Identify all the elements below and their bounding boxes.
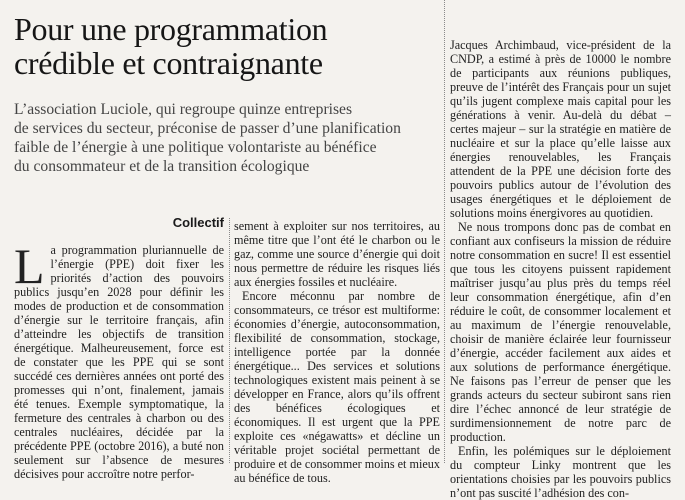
column-divider bbox=[229, 218, 230, 463]
column-divider bbox=[444, 0, 445, 463]
body-paragraph: sement à exploiter sur nos territoires, au même titre que l’ont été le charbon ou le gaz, comme une source d’énergie qui doit nous permettre de réduire les risques liés aux énergies fossiles et nucléaire. bbox=[234, 219, 440, 289]
headline-line-1: Pour une programmation bbox=[14, 11, 328, 47]
body-column-1 bbox=[14, 238, 224, 481]
standfirst-line-3: faible de l’énergie à une politique volontariste au bénéfice bbox=[14, 139, 377, 156]
dropcap: L bbox=[14, 238, 45, 294]
standfirst-line-1: L’association Luciole, qui regroupe quinze entreprises bbox=[14, 101, 353, 118]
headline-line-2: crédible et contraignante bbox=[14, 45, 323, 81]
body-paragraph: Enfin, les polémiques sur le déploiement du compteur Linky montrent que les orientations choisies par les pouvoirs publics n’ont pas suscité l’adhésion des con- bbox=[450, 444, 671, 500]
byline: Collectif bbox=[172, 215, 224, 230]
paragraph-text: a programmation pluriannuelle de l’énergie (PPE) doit fixer les priorités d’action des pouvoirs publics jusqu’en 2028 pour définir les modes de production et de consommation d’énergie sur le territoire français, afin d’atteindre les objectifs de transition énergétique. Malheureusement, force est de constater que les PPE qui se sont succédé ces dernières années ont porté des promesses qui n’ont, finalement, jamais été tenues. Exemple symptomatique, la fermeture des centrales à charbon ou des centrales nucléaires, décidée par la précédente PPE (octobre 2016), a buté non seulement sur l’absence de mesures décisives pour accroître notre perfor- bbox=[14, 243, 224, 481]
body-column-2 bbox=[234, 219, 440, 485]
standfirst-line-4: du consommateur et de la transition écologique bbox=[14, 158, 310, 175]
body-column-3 bbox=[450, 38, 671, 500]
standfirst bbox=[14, 100, 432, 176]
standfirst-line-2: de services du secteur, préconise de passer d’une planification bbox=[14, 120, 401, 137]
body-paragraph bbox=[14, 238, 224, 481]
body-paragraph: Encore méconnu par nombre de consommateurs, ce trésor est multiforme: économies d’énergie, autoconsommation, flexibilité de consommation, stockage, intelligence portée par la donnée énergétique... Des services et solutions technologiques existent mais peinent à se développer en France, alors qu’ils offrent des bénéfices écologiques et économiques. Il est urgent que la PPE exploite ces «négawatts» et décline un véritable projet sociétal permettant de produire et de consommer moins et mieux au bénéfice de tous. bbox=[234, 289, 440, 485]
body-paragraph: Jacques Archimbaud, vice-président de la CNDP, a estimé à près de 10000 le nombre de participants aux réunions publiques, preuve de l’intérêt des Français pour un sujet qu’ils jugent complexe mais capital pour les générations à venir. Au-delà du débat – certes majeur – sur la stratégie en matière de nucléaire et sur la place qu’elle laisse aux énergies renouvelables, les Français attendent de la PPE une décision forte des pouvoirs publics autour de l’évolution des usages énergétiques et le déploiement de solutions moins énergivores au quotidien. bbox=[450, 38, 671, 220]
body-paragraph: Ne nous trompons donc pas de combat en confiant aux confiseurs la mission de réduire notre consommation en sucre! Il est essentiel que tous les citoyens puissent rapidement maîtriser jusqu’au plus près du temps réel leur consommation énergétique, afin d’en réduire le coût, de consommer localement et au maximum de l’énergie renouvelable, choisir de manière éclairée leur fournisseur d’énergie, accéder facilement aux aides et aux solutions de performance énergétique. Ne faisons pas l’erreur de penser que les grands acteurs du secteur subiront sans rien dire l’échec annoncé de leur stratégie de surdimensionnement de notre parc de production. bbox=[450, 220, 671, 444]
headline bbox=[14, 12, 434, 80]
